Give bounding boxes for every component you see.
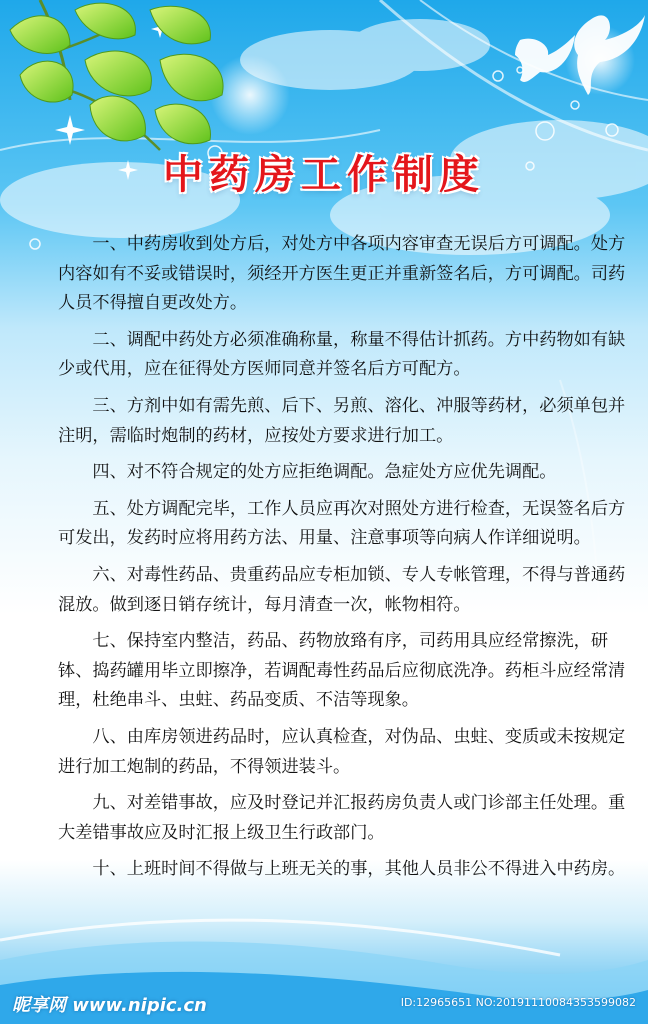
rule-item: 六、对毒性药品、贵重药品应专柜加锁、专人专帐管理，不得与普通药混放。做到逐日销存统计，每月清查一次，帐物相符。 [58,564,626,615]
rule-item: 二、调配中药处方必须准确称量，称量不得估计抓药。方中药物如有缺少或代用，应在征得处方医师同意并签名后方可配方。 [58,329,626,380]
rule-item: 一、中药房收到处方后，对处方中各项内容审查无误后方可调配。处方内容如有不妥或错误时，须经开方医生更正并重新签名后，方可调配。司药人员不得擅自更改处方。 [58,234,626,314]
green-leaves-icon [10,0,223,150]
rule-item: 九、对差错事故，应及时登记并汇报药房负责人或门诊部主任处理。重大差错事故应及时汇报上级卫生行政部门。 [58,793,626,843]
rule-item: 八、由库房领进药品时，应认真检查，对伪品、虫蛀、变质或未按规定进行加工炮制的药品，不得领进装斗。 [58,726,626,777]
rules-list [58,230,635,892]
watermark-site: 昵享网 www.nipic.cn [12,995,207,1016]
rule-item: 七、保持室内整洁，药品、药物放臵有序，司药用具应经常擦洗，研钵、捣药罐用毕立即擦净，若调配毒性药品后应彻底洗净。药柜斗应经常清理，杜绝串斗、虫蛀、药品变质、不洁等现象。 [58,631,626,711]
rule-item: 十、上班时间不得做与上班无关的事，其他人员非公不得进入中药房。 [92,859,626,880]
watermark-id: ID:12965651 NO:20191110084353599082 [400,996,636,1009]
rule-item: 五、处方调配完毕，工作人员应再次对照处方进行检查，无误签名后方可发出，发药时应将用药方法、用量、注意事项等向病人作详细说明。 [58,498,626,549]
rule-item: 四、对不符合规定的处方应拒绝调配。急症处方应优先调配。 [92,462,557,483]
document-title: 中药房工作制度 [163,152,485,198]
rule-item: 三、方剂中如有需先煎、后下、另煎、溶化、冲服等药材，必须单包并注明，需临时炮制的药材，应按处方要求进行加工。 [58,395,626,446]
